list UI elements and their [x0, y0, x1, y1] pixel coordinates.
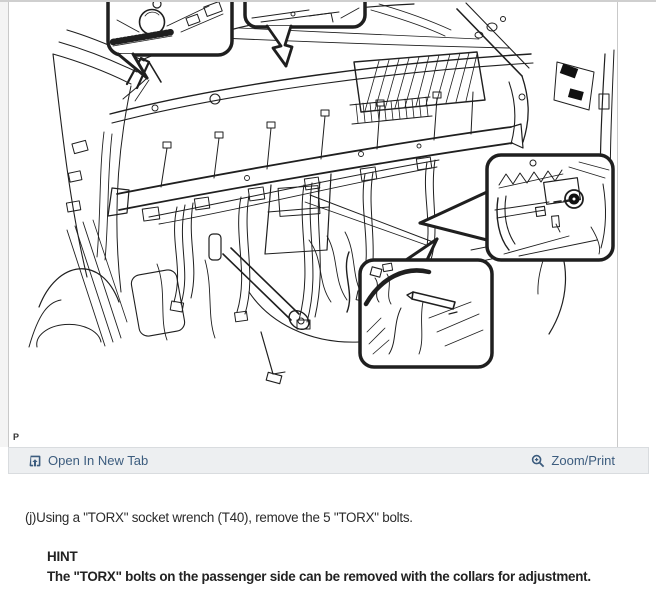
- figure-panel: [8, 2, 618, 447]
- hint-body: The "TORX" bolts on the passenger side can be removed with the collars for adjustment.: [47, 569, 591, 584]
- zoom-in-icon: [531, 454, 545, 468]
- zoom-print-button[interactable]: [531, 454, 615, 468]
- instrument-panel-diagram: [9, 2, 617, 445]
- open-in-new-tab-label: Open In New Tab: [48, 453, 149, 468]
- zoom-print-label: Zoom/Print: [551, 453, 615, 468]
- hint-heading: HINT: [47, 549, 78, 564]
- page-letter: P: [13, 432, 20, 442]
- open-in-new-tab-icon: [28, 454, 42, 468]
- step-instruction: (j)Using a "TORX" socket wrench (T40), remove the 5 "TORX" bolts.: [25, 510, 413, 525]
- viewer-toolbar: [8, 447, 649, 474]
- left-gutter: [0, 2, 8, 447]
- open-in-new-tab-button[interactable]: [28, 454, 148, 468]
